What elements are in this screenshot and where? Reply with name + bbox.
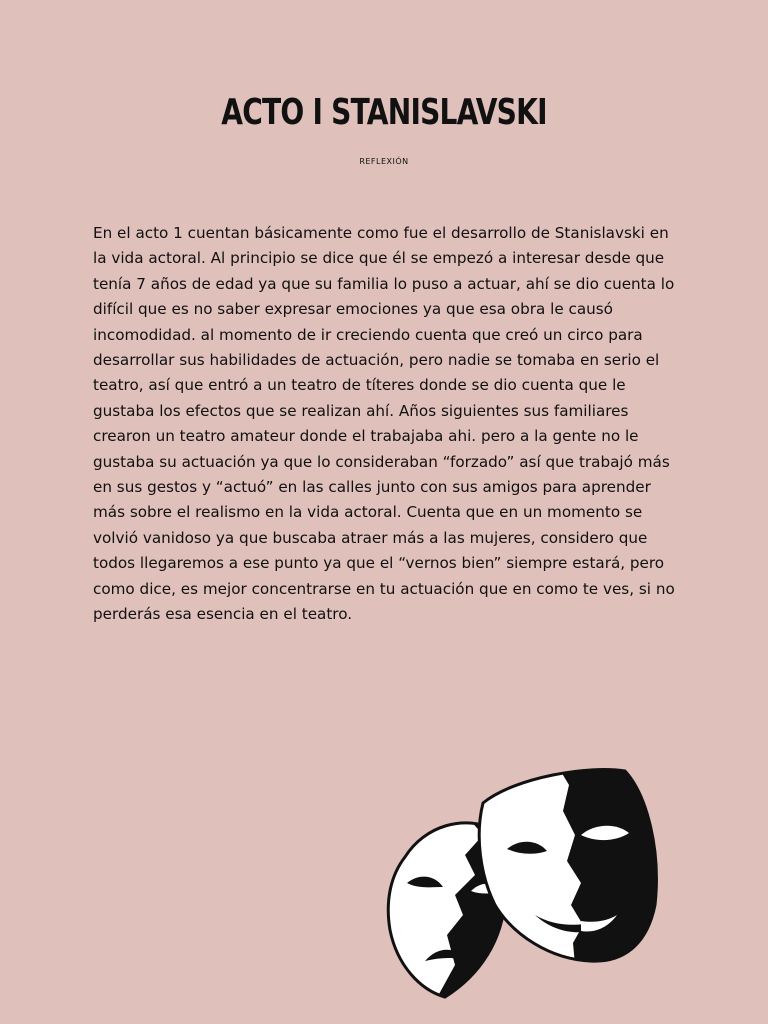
- page-title: ACTO I STANISLAVSKI: [221, 92, 547, 133]
- comedy-mask: [475, 765, 665, 965]
- body-paragraph: En el acto 1 cuentan básicamente como fue el desarrollo de Stanislavski en la vida actoral. Al principio se dice que él se empezó a interesar desde que tenía 7 años de edad ya que su familia lo puso a actuar, ahí se dio cuenta lo difícil que es no saber expresar emociones ya que esa obra le causó incomodidad. al momento de ir creciendo cuenta que creó un circo para desarrollar sus habilidades de actuación, pero nadie se tomaba en serio el teatro, así que entró a un teatro de títeres donde se dio cuenta que le gustaba los efectos que se realizan ahí. Años siguientes sus familiares crearon un teatro amateur donde el trabajaba ahi. pero a la gente no le gustaba su actuación ya que lo consideraban “forzado” así que trabajó más en sus gestos y “actuó” en las calles junto con sus amigos para aprender más sobre el realismo en la vida actoral. Cuenta que en un momento se volvió vanidoso ya que buscaba atraer más a las mujeres, considero que todos llegaremos a ese punto ya que el “vernos bien” siempre estará, pero como dice, es mejor concentrarse en tu actuación que en como te ves, si no perderás esa esencia en el teatro.: [93, 224, 675, 624]
- theater-masks-icon: [385, 765, 665, 1005]
- page-subtitle: reflexión: [359, 154, 409, 167]
